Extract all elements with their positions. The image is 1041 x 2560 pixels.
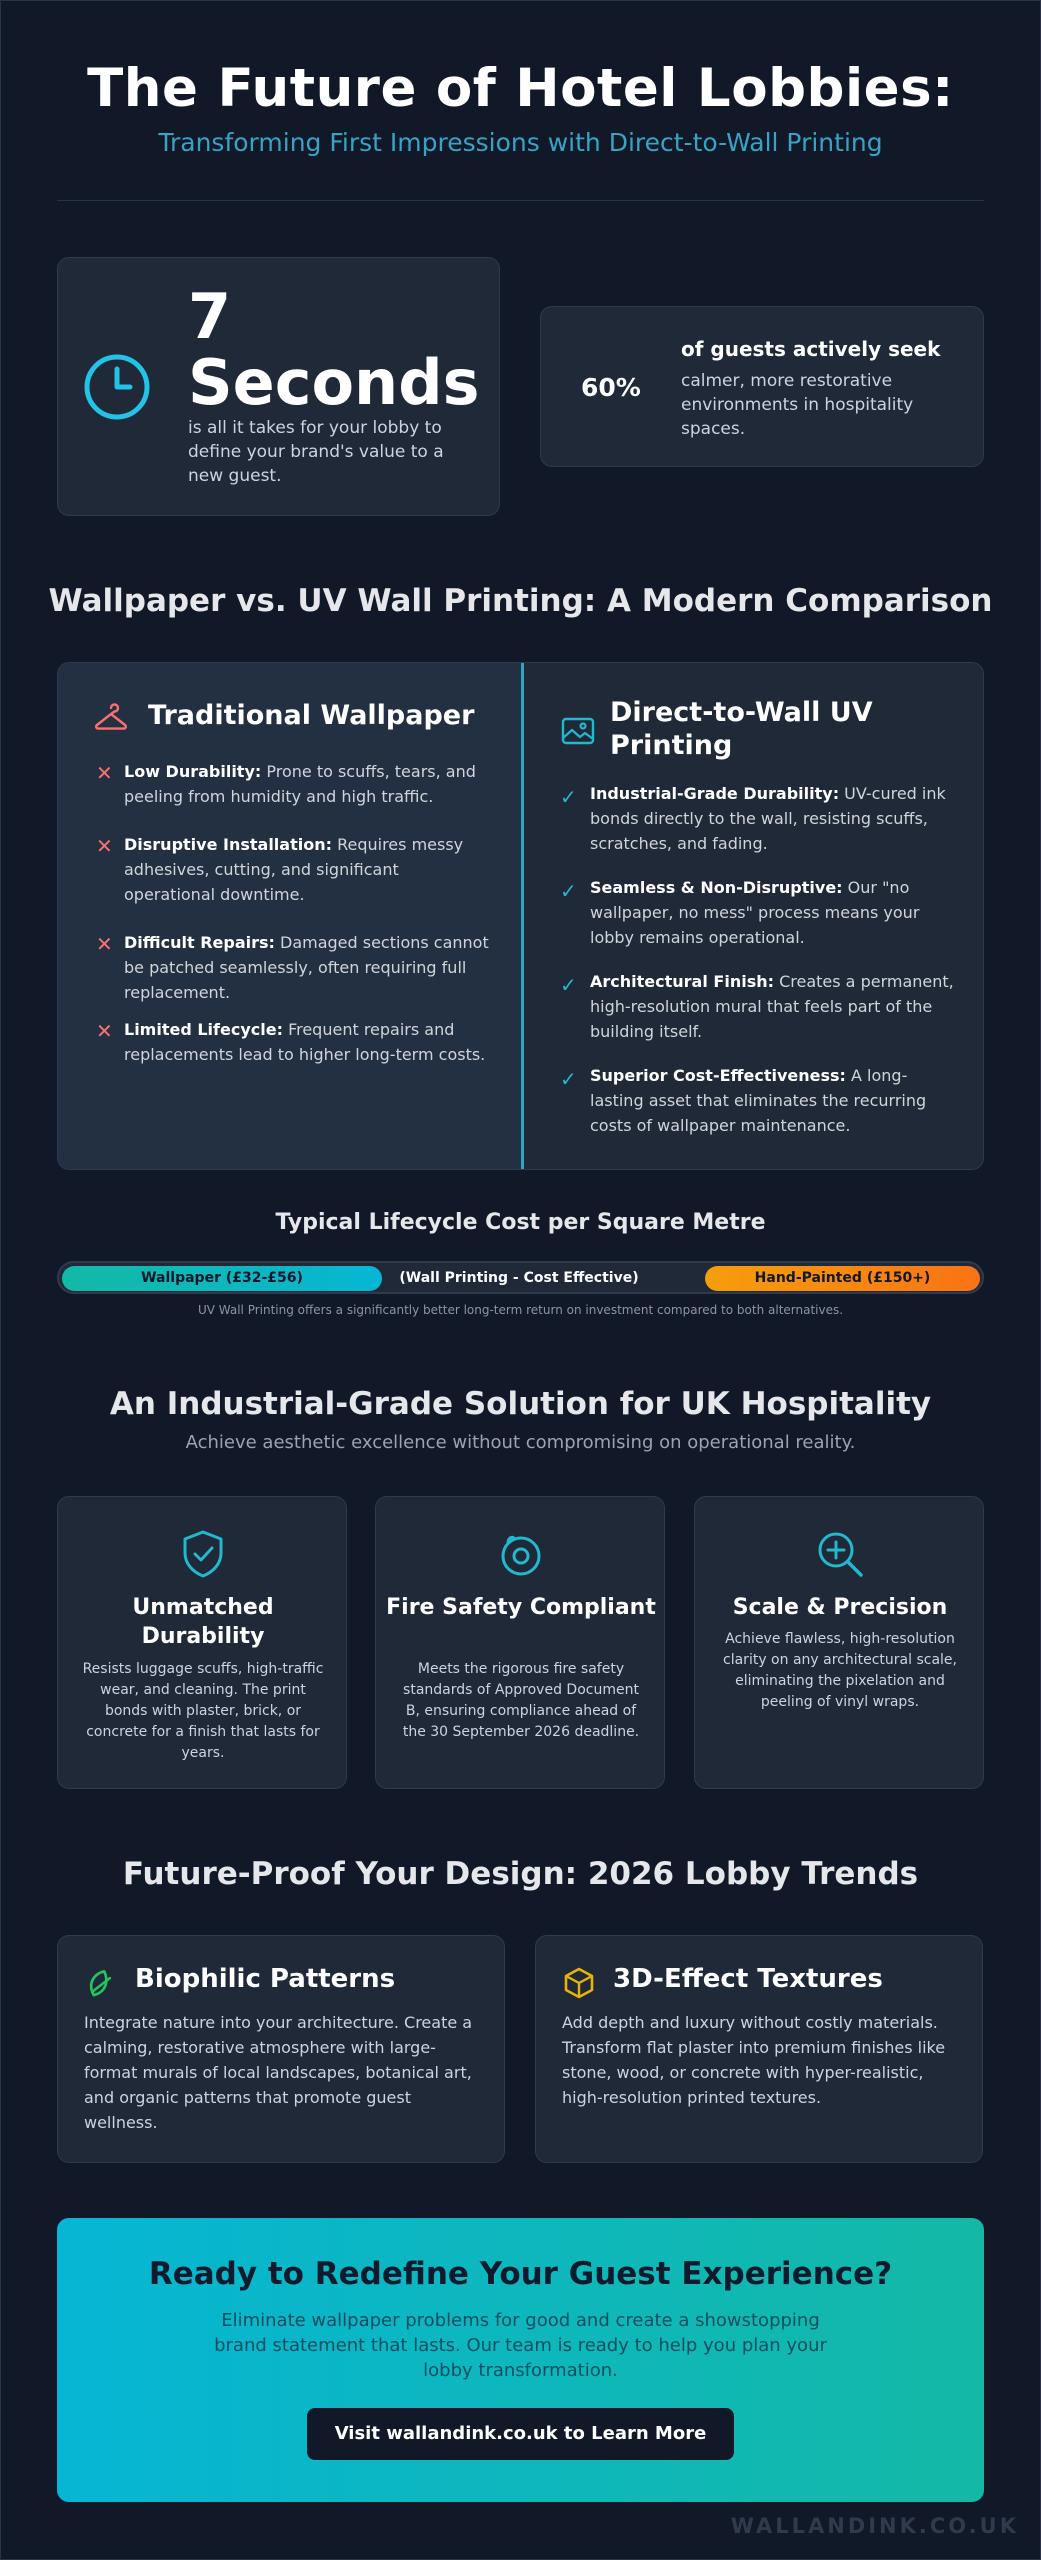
trend-card-3d-textures <box>535 1935 983 2163</box>
x-icon: ✕ <box>96 834 113 858</box>
x-icon: ✕ <box>96 932 113 956</box>
stat-unit: Seconds <box>188 346 480 419</box>
stat-heading: of guests actively seek <box>681 337 941 361</box>
stat-number: 7 <box>188 280 232 353</box>
check-icon: ✓ <box>560 785 577 809</box>
page-title: The Future of Hotel Lobbies: <box>87 58 954 119</box>
lifecycle-note: UV Wall Printing offers a significantly better long-term return on investment compared to both alternatives. <box>197 1303 844 1317</box>
stat-description: is all it takes for your lobby to define your brand's value to a new guest. <box>188 418 444 486</box>
zoom-in-icon <box>813 1527 867 1581</box>
shield-check-icon <box>176 1527 230 1581</box>
uv-printing-column <box>524 663 984 1170</box>
x-icon: ✕ <box>96 761 113 785</box>
comparison-title: Wallpaper vs. UV Wall Printing: A Modern Comparison <box>48 583 993 619</box>
trend-title: Biophilic Patterns <box>135 1964 396 1994</box>
list-item: Low Durability: Prone to scuffs, tears, and peeling from humidity and high traffic. <box>124 762 476 806</box>
list-item: Superior Cost-Effectiveness: A long-lasting asset that eliminates the recurring costs of wallpaper maintenance. <box>590 1066 927 1135</box>
segment-wall-printing: (Wall Printing - Cost Effective) <box>399 1270 639 1286</box>
wallpaper-column <box>58 663 521 1170</box>
list-item: Disruptive Installation: Requires messy adhesives, cutting, and significant operational downtime. <box>124 835 464 904</box>
leaf-icon <box>84 1966 118 2000</box>
list-item: Difficult Repairs: Damaged sections cannot be patched seamlessly, often requiring full replacement. <box>124 933 489 1002</box>
feature-description: Resists luggage scuffs, high-traffic wear, and cleaning. The print bonds with plaster, brick, or concrete for a finish that lasts for years. <box>82 1661 324 1761</box>
trend-title: 3D-Effect Textures <box>613 1964 883 1994</box>
page-subtitle: Transforming First Impressions with Direct-to-Wall Printing <box>158 128 883 157</box>
trends-title: Future-Proof Your Design: 2026 Lobby Trends <box>122 1856 919 1892</box>
list-item: Industrial-Grade Durability: UV-cured ink bonds directly to the wall, resisting scuffs, scratches, and fading. <box>590 784 946 853</box>
lifecycle-cost-bar <box>57 1261 984 1294</box>
list-item: Limited Lifecycle: Frequent repairs and replacements lead to higher long-term costs. <box>124 1020 486 1064</box>
feature-description: Meets the rigorous fire safety standards of Approved Document B, ensuring compliance ahead of the 30 September 2026 deadline. <box>402 1661 640 1740</box>
check-icon: ✓ <box>560 973 577 997</box>
trend-card-biophilic <box>57 1935 505 2163</box>
stat-percent: 60% <box>581 373 641 402</box>
feature-card-durability <box>57 1496 347 1789</box>
clock-icon <box>83 353 151 421</box>
check-icon: ✓ <box>560 879 577 903</box>
list-item: Architectural Finish: Creates a permanent, high-resolution mural that feels part of the building itself. <box>590 972 954 1041</box>
visit-website-button[interactable]: Visit wallandink.co.uk to Learn More <box>307 2408 734 2460</box>
lifecycle-title: Typical Lifecycle Cost per Square Metre <box>275 1210 766 1235</box>
watermark: WALLANDINK.CO.UK <box>730 2514 1019 2538</box>
cta-title: Ready to Redefine Your Guest Experience? <box>148 2256 893 2292</box>
check-icon: ✓ <box>560 1067 577 1091</box>
trend-description: Integrate nature into your architecture. Create a calming, restorative atmosphere with large-format murals of local landscapes, botanical art, and organic patterns that promote guest wellness. <box>84 2013 473 2132</box>
feature-title: Fire Safety Compliant <box>386 1595 656 1620</box>
x-icon: ✕ <box>96 1019 113 1043</box>
segment-wallpaper: Wallpaper (£32-£56) <box>62 1266 382 1291</box>
segment-hand-painted: Hand-Painted (£150+) <box>705 1266 980 1291</box>
stat-card-seconds <box>57 257 500 516</box>
image-icon <box>560 713 596 749</box>
solution-subtitle: Achieve aesthetic excellence without compromising on operational reality. <box>185 1432 856 1453</box>
cta-description: Eliminate wallpaper problems for good and create a showstopping brand statement that lasts. Our team is ready to help you plan your lobby transformation. <box>214 2310 827 2381</box>
header-divider <box>57 200 984 201</box>
trend-description: Add depth and luxury without costly materials. Transform flat plaster into premium finishes like stone, wood, or concrete with hyper-realistic, high-resolution printed textures. <box>562 2013 946 2107</box>
solution-title: An Industrial-Grade Solution for UK Hospitality <box>109 1386 932 1422</box>
stat-card-guests <box>540 306 984 467</box>
hanger-icon <box>93 698 129 734</box>
comparison-card <box>57 662 984 1170</box>
cube-icon <box>562 1966 596 2000</box>
uv-printing-title: Direct-to-Wall UV Printing <box>610 697 873 761</box>
feature-card-scale-precision <box>694 1496 984 1789</box>
fire-icon <box>494 1527 548 1581</box>
feature-title: Unmatched Durability <box>132 1595 274 1649</box>
stat-description: calmer, more restorative environments in hospitality spaces. <box>681 371 914 439</box>
feature-title: Scale & Precision <box>732 1595 948 1620</box>
list-item: Seamless & Non-Disruptive: Our "no wallpaper, no mess" process means your lobby remains operational. <box>590 878 920 947</box>
wallpaper-title: Traditional Wallpaper <box>148 700 475 731</box>
feature-card-fire-safety <box>375 1496 665 1789</box>
cta-banner <box>57 2218 984 2502</box>
feature-description: Achieve flawless, high-resolution clarity on any architectural scale, eliminating the pixelation and peeling of vinyl wraps. <box>723 1631 957 1710</box>
